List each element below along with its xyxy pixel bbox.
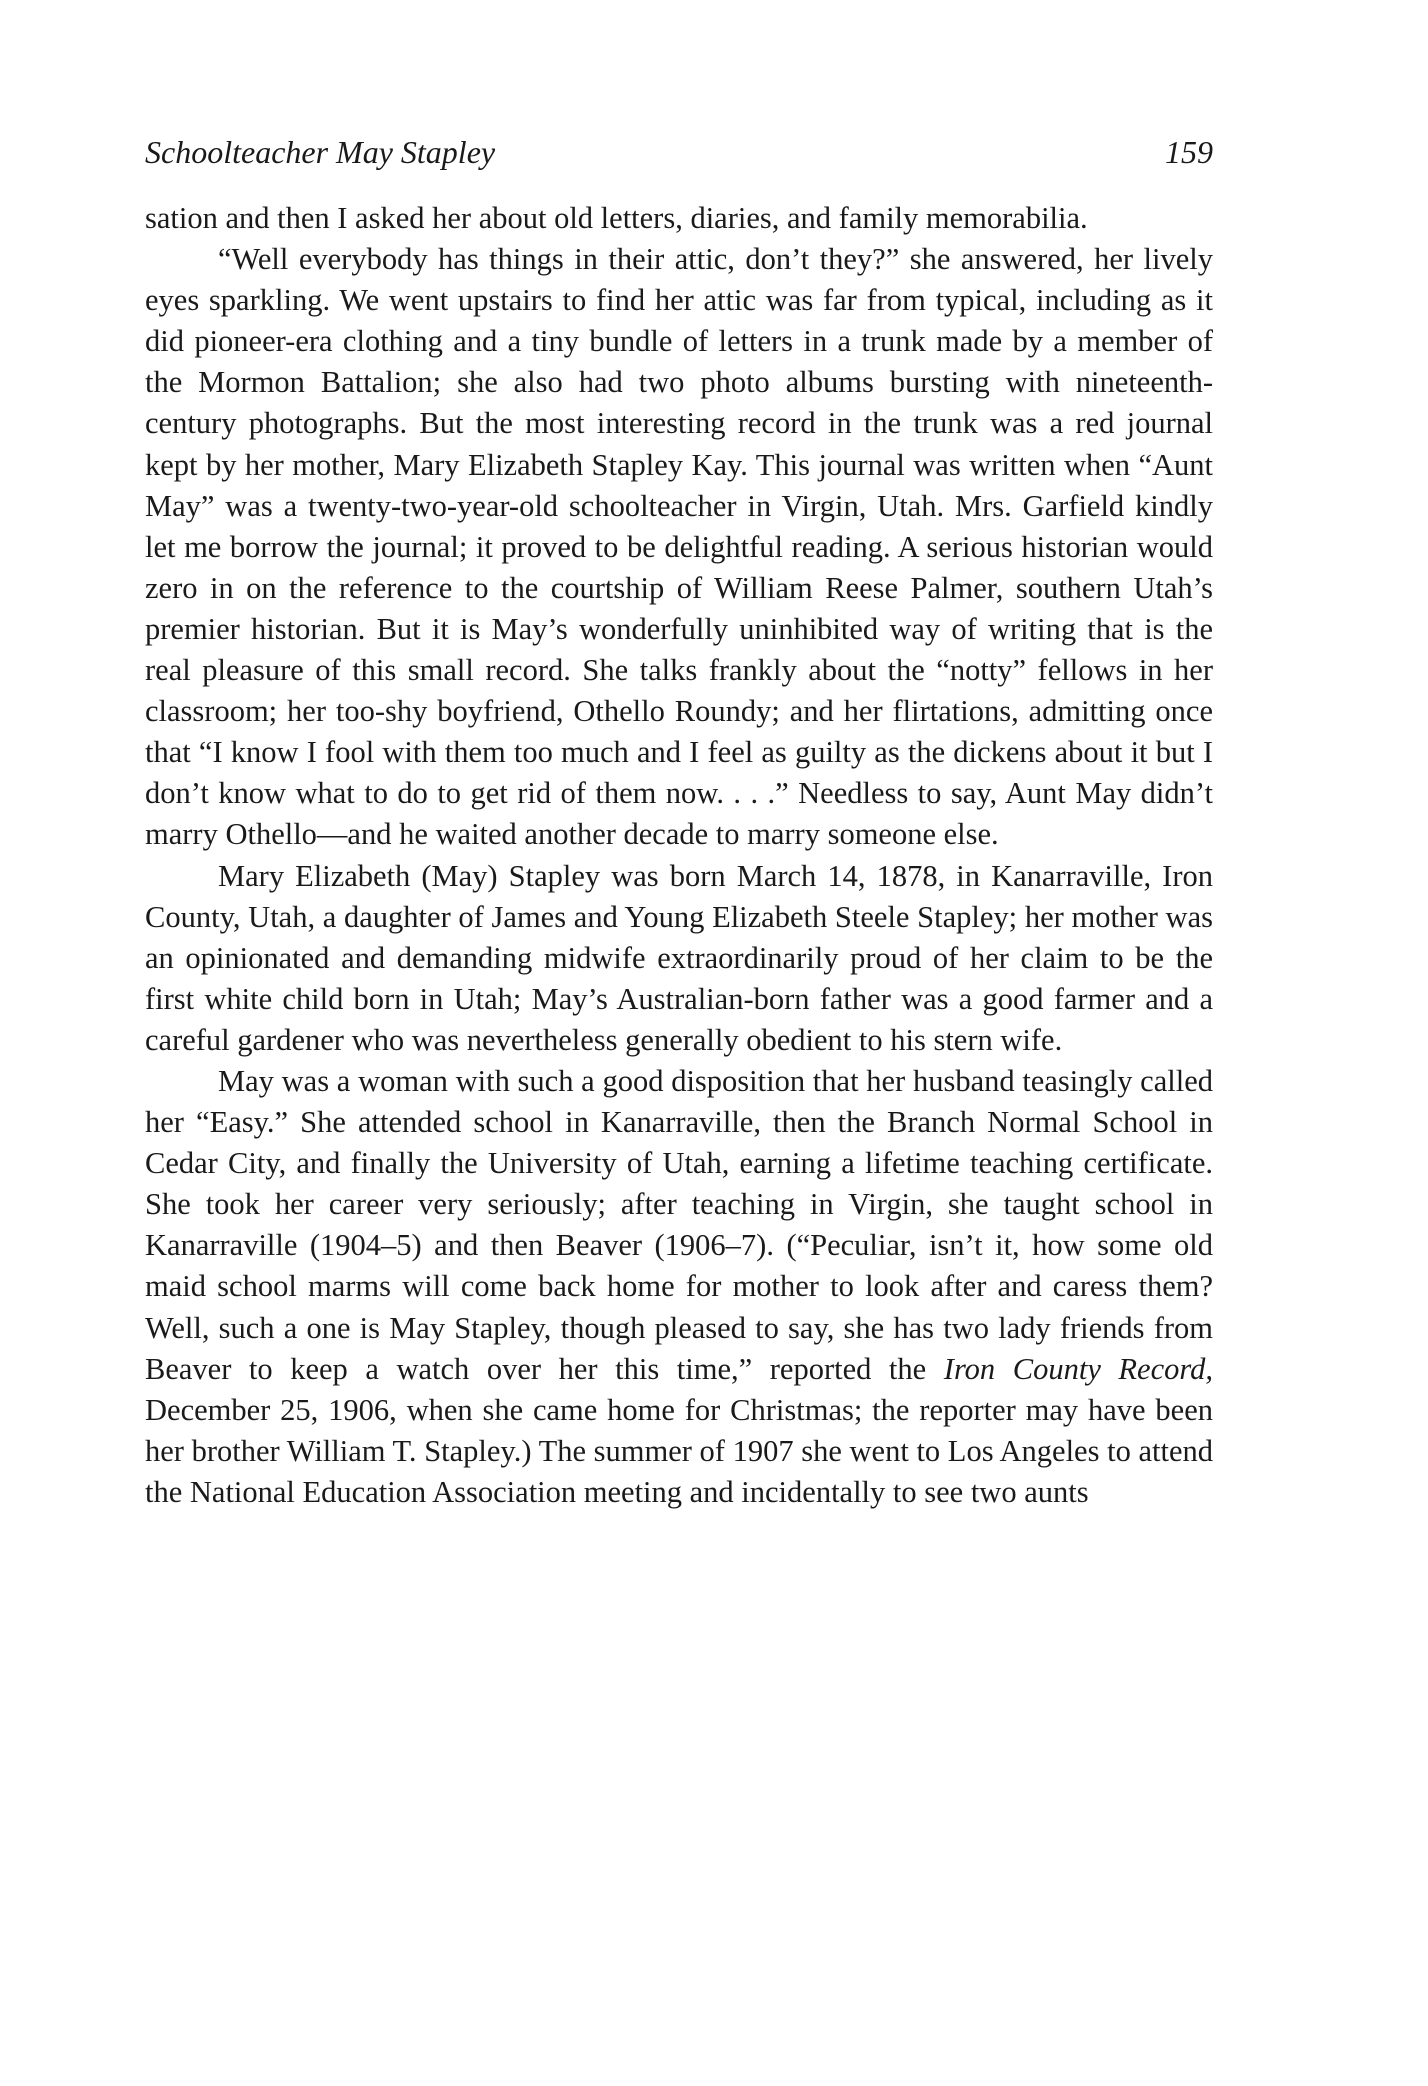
body-text: [145, 198, 1213, 1513]
paragraph-2: [145, 239, 1213, 855]
paragraph-text: December 25, 1906, when she came home for Christmas; the reporter may have been her brother William T. Stapley.) The summer of 1907 she went to Los Angeles to attend the National Education Association meeting and incidentally to see two aunts: [145, 1392, 1213, 1509]
book-page: [145, 132, 1213, 1513]
paragraph-text: May was a woman with such a good disposition that her husband teasingly called her “Easy.” She attended school in Kanarraville, then the Branch Normal School in Cedar City, and finally the University of Utah, earning a lifetime teaching certificate. She took her career very seriously; after teaching in Virgin, she taught school in Kanarraville (1904–5) and then Beaver (1906–7). (“Peculiar, isn’t it, how some old maid school marms will come back home for mother to look after and caress them? Well, such a one is May Stapley, though pleased to say, she has two lady friends from Beaver to keep a watch over her this time,” reported the: [145, 1063, 1213, 1386]
paragraph-text: “Well everybody has things in their attic, don’t they?” she answered, her lively eyes sparkling. We went upstairs to find her attic was far from typical, including as it did pioneer-era clothing and a tiny bundle of letters in a trunk made by a member of the Mormon Battalion; she also had two photo albums bursting with nineteenth-century photographs. But the most interesting record in the trunk was a red journal kept by her mother, Mary Elizabeth Stapley Kay. This journal was written when “Aunt May” was a twenty-two-year-old schoolteacher in Virgin, Utah. Mrs. Garfield kindly let me borrow the journal; it proved to be delightful reading. A serious historian would zero in on the reference to the courtship of William Reese Palmer, southern Utah’s premier historian. But it is May’s wonderfully uninhibited way of writing that is the real pleasure of this small record. She talks frankly about the “notty” fellows in her classroom; her too-shy boyfriend, Othello Roundy; and her flirtations, admitting once that “I know I fool with them too much and I feel as guilty as the dickens about it but I don’t know what to do to get rid of them now. . . .” Needless to say, Aunt May didn’t marry Othello—and he waited another decade to marry someone else.: [145, 242, 1213, 852]
paragraph-text: sation and then I asked her about old letters, diaries, and family memorabilia.: [145, 201, 1088, 235]
running-head: [145, 132, 1213, 184]
paragraph-3: [145, 856, 1213, 1061]
paragraph-text: Mary Elizabeth (May) Stapley was born March 14, 1878, in Kanarraville, Iron County, Utah, a daughter of James and Young Elizabeth Steele Stapley; her mother was an opinionated and demanding midwife extraordinarily proud of her claim to be the first white child born in Utah; May’s Australian-born father was a good farmer and a careful gardener who was nevertheless generally obedient to his stern wife.: [145, 858, 1213, 1057]
running-title: Schoolteacher May Stapley: [145, 134, 496, 170]
paragraph-4: [145, 1061, 1213, 1513]
page-number: 159: [1165, 134, 1213, 170]
newspaper-title: Iron County Record,: [943, 1351, 1213, 1386]
paragraph-1: [145, 198, 1213, 239]
